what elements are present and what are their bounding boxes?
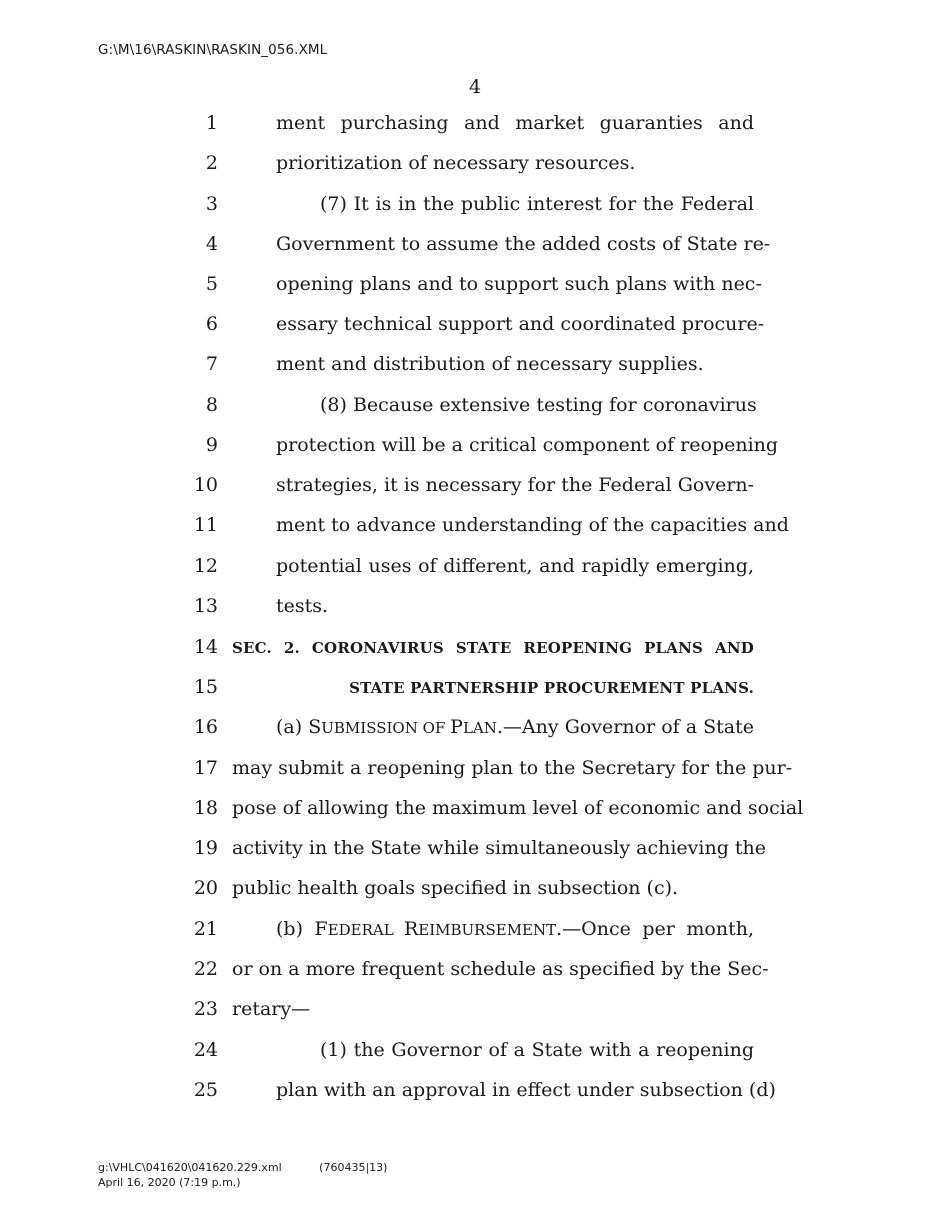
text-line	[0, 716, 950, 756]
text-line	[0, 998, 950, 1038]
text-line	[0, 112, 950, 152]
line-text: retary—	[232, 998, 311, 1020]
footer-id: (760435|13)	[319, 1161, 388, 1174]
subsection-designator: (a)	[276, 716, 309, 738]
text-line	[0, 555, 950, 595]
line-number: 25	[193, 1079, 218, 1101]
text-line	[0, 958, 950, 998]
text-line	[0, 837, 950, 877]
line-number: 13	[193, 595, 218, 617]
text-line	[0, 273, 950, 313]
line-text: ment and distribution of necessary supplies.	[276, 353, 704, 375]
line-text: essary technical support and coordinated procure-	[276, 313, 765, 335]
line-text: protection will be a critical component of reopening	[276, 434, 779, 456]
line-number: 19	[193, 837, 218, 859]
line-text: ment to advance understanding of the capacities and	[276, 514, 789, 536]
subsection-designator: (b)	[276, 918, 315, 940]
line-number: 12	[193, 555, 218, 577]
section-heading-line: SEC. 2. CORONAVIRUS STATE REOPENING PLANS AND	[232, 639, 754, 657]
line-text: public health goals specified in subsection (c).	[232, 877, 679, 899]
line-number: 20	[193, 877, 218, 899]
line-number: 8	[205, 394, 218, 416]
line-text: opening plans and to support such plans with nec-	[276, 273, 762, 295]
line-text-rest: .—Once per month,	[556, 918, 755, 940]
line-number: 4	[205, 233, 218, 255]
line-text: may submit a reopening plan to the Secretary for the pur-	[232, 757, 793, 779]
line-text	[276, 918, 754, 940]
line-text: potential uses of different, and rapidly emerging,	[276, 555, 754, 577]
line-number: 21	[193, 918, 218, 940]
heading-capital: P	[450, 716, 463, 738]
line-text: Government to assume the added costs of State re-	[276, 233, 771, 255]
text-line	[0, 877, 950, 917]
text-line	[0, 1079, 950, 1119]
line-number: 15	[193, 676, 218, 698]
text-line	[0, 434, 950, 474]
section-heading-line: STATE PARTNERSHIP PROCUREMENT PLANS.	[349, 679, 754, 697]
line-number: 16	[193, 716, 218, 738]
line-number: 6	[205, 313, 218, 335]
line-number: 17	[193, 757, 218, 779]
text-line	[0, 676, 950, 716]
text-line	[0, 514, 950, 554]
line-text: ment purchasing and market guaranties and	[276, 112, 754, 134]
line-text: pose of allowing the maximum level of economic and social	[232, 797, 804, 819]
heading-capital: S	[308, 716, 322, 738]
heading-capital: F	[314, 918, 328, 940]
heading-small-caps: EIMBURSEMENT	[418, 921, 557, 939]
text-line	[0, 918, 950, 958]
file-path-header: G:\M\16\RASKIN\RASKIN_056.XML	[98, 42, 328, 58]
footer-date: April 16, 2020 (7:19 p.m.)	[98, 1176, 241, 1189]
line-text: prioritization of necessary resources.	[276, 152, 636, 174]
line-number: 14	[193, 636, 218, 658]
text-line	[0, 233, 950, 273]
line-number: 23	[193, 998, 218, 1020]
line-number: 7	[205, 353, 218, 375]
line-number: 3	[205, 193, 218, 215]
heading-small-caps: LAN	[462, 719, 497, 737]
footer-file: g:\VHLC\041620\041620.229.xml	[98, 1161, 282, 1174]
page-number: 4	[468, 76, 482, 98]
text-line	[0, 394, 950, 434]
line-number: 18	[193, 797, 218, 819]
line-number: 2	[205, 152, 218, 174]
text-line	[0, 353, 950, 393]
line-text: or on a more frequent schedule as specified by the Sec-	[232, 958, 769, 980]
document-footer	[98, 1160, 387, 1190]
text-line	[0, 797, 950, 837]
line-text: strategies, it is necessary for the Federal Govern-	[276, 474, 755, 496]
line-text: tests.	[276, 595, 329, 617]
line-text-rest: .—Any Governor of a State	[496, 716, 755, 738]
heading-small-caps: UBMISSION OF	[321, 719, 451, 737]
line-number: 22	[193, 958, 218, 980]
line-number: 9	[205, 434, 218, 456]
text-line	[0, 595, 950, 635]
line-text: (1) the Governor of a State with a reopening	[320, 1039, 754, 1061]
text-line	[0, 474, 950, 514]
line-text: plan with an approval in effect under subsection (d)	[276, 1079, 776, 1101]
line-text: (7) It is in the public interest for the Federal	[320, 193, 754, 215]
line-number: 10	[193, 474, 218, 496]
heading-capital: R	[403, 918, 419, 940]
line-number: 24	[193, 1039, 218, 1061]
line-text: (8) Because extensive testing for coronavirus	[320, 394, 757, 416]
text-line	[0, 193, 950, 233]
heading-small-caps: EDERAL	[327, 921, 404, 939]
line-number: 11	[193, 514, 218, 536]
text-line	[0, 1039, 950, 1079]
text-line	[0, 636, 950, 676]
text-line	[0, 313, 950, 353]
line-text	[276, 716, 754, 738]
line-number: 1	[205, 112, 218, 134]
text-line	[0, 757, 950, 797]
text-line	[0, 152, 950, 192]
line-number: 5	[205, 273, 218, 295]
line-text: activity in the State while simultaneously achieving the	[232, 837, 767, 859]
